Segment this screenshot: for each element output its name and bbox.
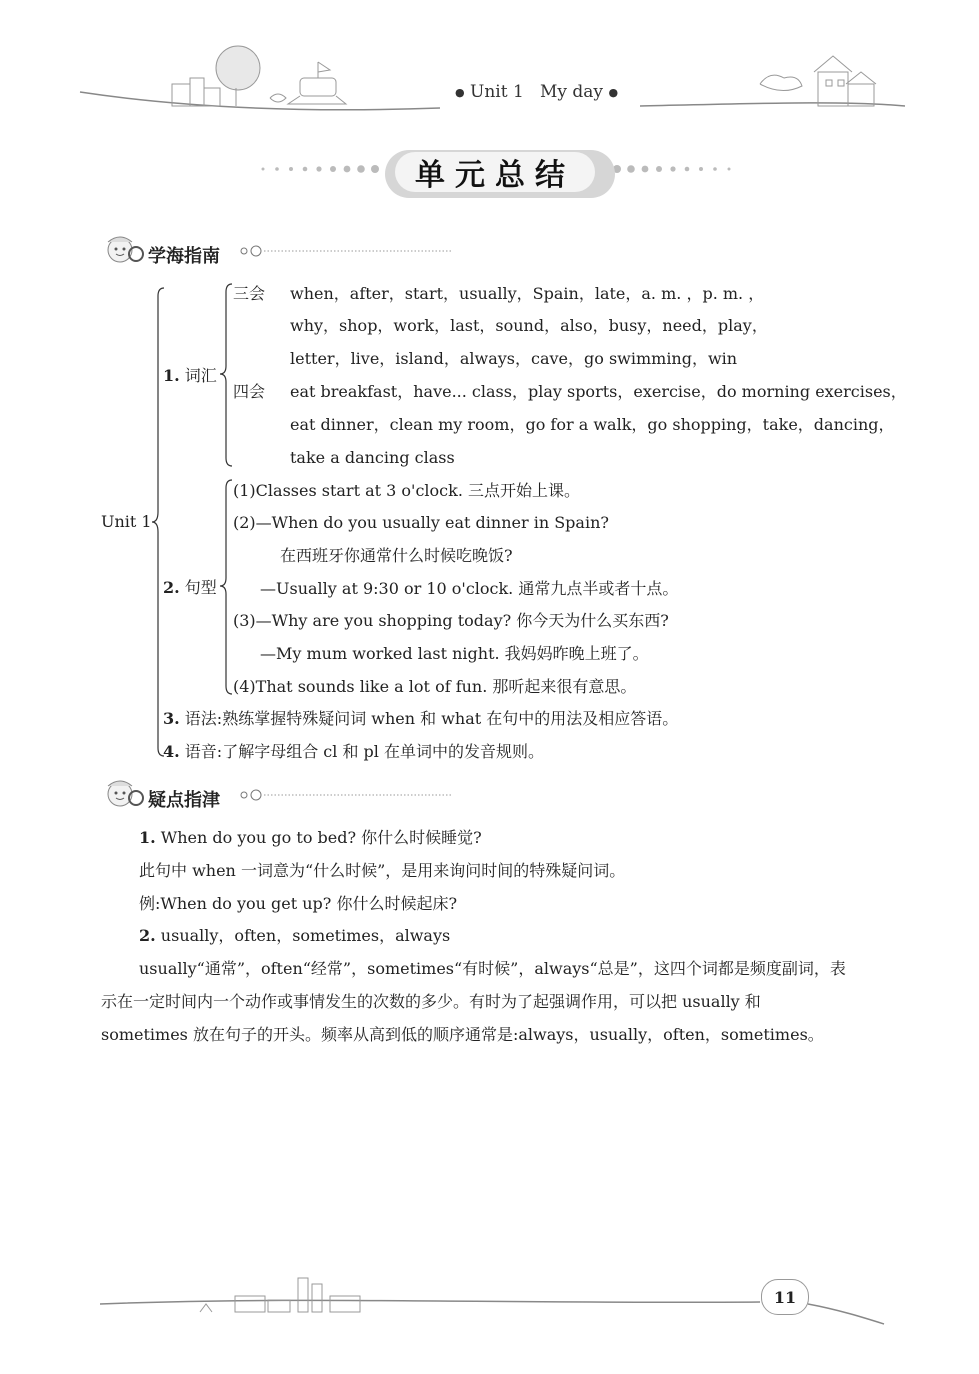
sentence-line: (1)Classes start at 3 o'clock. 三点开始上课。: [233, 481, 580, 500]
sentence-line: (4)That sounds like a lot of fun. 那听起来很有意思。: [233, 677, 637, 696]
point1-explanation: 此句中 when 一词意为“什么时候”，是用来询问时间的特殊疑问词。: [139, 861, 626, 880]
phonics-text: 语音:了解字母组合 cl 和 pl 在单词中的发音规则。: [184, 742, 544, 761]
point1-title: [139, 827, 482, 849]
sentences-heading: [163, 577, 217, 599]
vocab-label: 词汇: [184, 366, 217, 385]
sentence-line: (3)—Why are you shopping today? 你今天为什么买东西?: [233, 611, 669, 630]
title-dotted-rule: [238, 788, 458, 802]
point2-title: [139, 925, 450, 947]
outline-root: Unit 1: [101, 512, 152, 531]
section-title-xuehai: 学海指南: [148, 246, 220, 267]
page-number: 11: [761, 1279, 809, 1315]
footer-decoration: [0, 1260, 979, 1340]
sentence-line: 在西班牙你通常什么时候吃晚饭?: [280, 546, 513, 565]
grammar-text: 语法:熟练掌握特殊疑问词 when 和 what 在句中的用法及相应答语。: [184, 709, 679, 728]
bullet-dot-icon: ●: [455, 86, 465, 99]
header-title: My day: [540, 82, 604, 102]
sentences-number: 2.: [163, 578, 180, 597]
point2-paragraph-line: 示在一定时间内一个动作或事情发生的次数的多少。有时为了起强调作用，可以把 usually 和: [101, 992, 761, 1011]
sentence-line: —Usually at 9:30 or 10 o'clock. 通常九点半或者十点。: [260, 579, 679, 598]
grammar-number: 3.: [163, 709, 180, 728]
point2-paragraph-line: usually“通常”，often“经常”，sometimes“有时候”，always“总是”，这四个词都是频度副词，表: [139, 959, 846, 978]
sihui-line: take a dancing class: [290, 448, 455, 467]
point1-number: 1.: [139, 828, 156, 847]
point1-question: When do you go to bed? 你什么时候睡觉?: [160, 828, 482, 847]
point2-paragraph-line: sometimes 放在句子的开头。频率从高到低的顺序通常是:always，usually，often，sometimes。: [101, 1025, 824, 1044]
phonics-number: 4.: [163, 742, 180, 761]
sihui-line: eat breakfast，have... class，play sports，exercise，do morning exercises，: [290, 382, 907, 401]
sanhui-line: when，after，start，usually，Spain，late，a. m. ，p. m. ，: [290, 284, 765, 303]
point2-number: 2.: [139, 926, 156, 945]
sihui-line: eat dinner，clean my room，go for a walk，go shopping，take，dancing，: [290, 415, 895, 434]
sanhui-line: letter，live，island，always，cave，go swimming，win: [290, 349, 738, 368]
bullet-dot-icon: ●: [608, 86, 619, 99]
banner-title: 单元总结: [395, 152, 595, 192]
sentence-line: (2)—When do you usually eat dinner in Spain?: [233, 513, 609, 532]
sentences-label: 句型: [184, 578, 217, 597]
vocab-number: 1.: [163, 366, 180, 385]
grammar-item: [163, 708, 678, 730]
header-unit: Unit 1: [470, 82, 524, 102]
section-title-yidian: 疑点指津: [148, 790, 220, 811]
point1-example: 例:When do you get up? 你什么时候起床?: [139, 894, 458, 913]
vocab-heading: [163, 365, 217, 387]
point2-words: usually，often，sometimes，always: [160, 926, 451, 945]
sanhui-label: 三会: [233, 284, 266, 303]
sanhui-line: why，shop，work，last，sound，also，busy，need，play，: [290, 316, 768, 335]
phonics-item: [163, 741, 544, 763]
sentence-line: —My mum worked last night. 我妈妈昨晚上班了。: [260, 644, 649, 663]
sihui-label: 四会: [233, 382, 266, 401]
cartoon-face-icon: [98, 776, 146, 812]
